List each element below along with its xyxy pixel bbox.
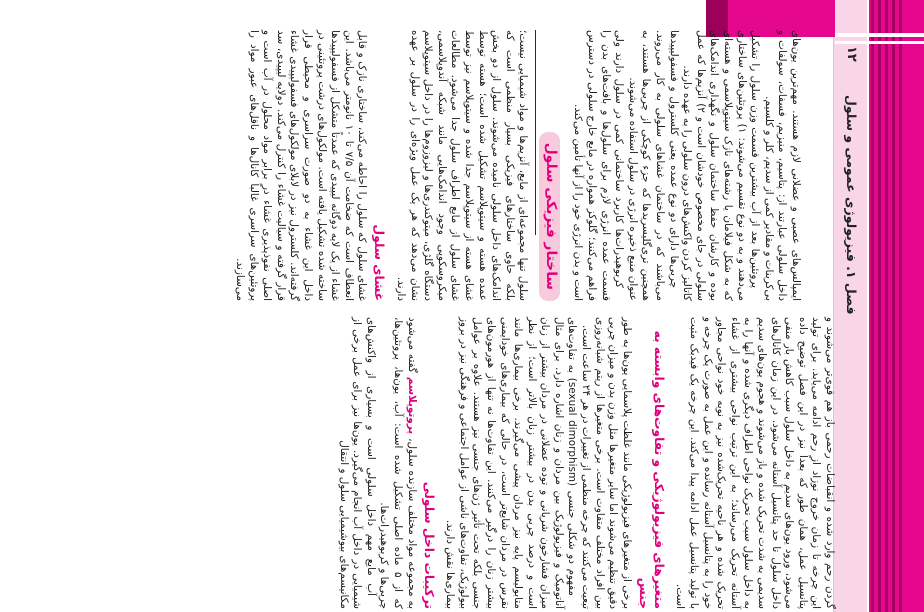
paragraph (443, 317, 579, 609)
section-heading: متغیرهای فیزیولوژیکی و تفاوت‌های وابسته به جنس (636, 330, 666, 609)
text-run: به مجموعه مواد مختلف سازنده سلول، (405, 434, 418, 609)
paragraph (571, 30, 625, 301)
paragraph (761, 30, 802, 301)
paragraph (680, 30, 762, 301)
term-accent: پروتوپلاسم (405, 376, 418, 435)
boxed-heading: ساختار فیزیکی سلول (539, 132, 560, 301)
text-column-left (26, 30, 802, 301)
running-header (833, 0, 868, 612)
text-run: کربوهیدرات‌ها کاربرد ساختمانی کمی در سلول دارند ولی قسمت عمده انرژی لازم برای سلول‌ها و بافت‌های بدن را فراهم می‌کنند؛ گلوکز همواره در مایع خارج سلولی در دسترس است و بدن انرژی خود را از آنها تأمین می‌کند. (572, 30, 626, 301)
text-run: گفته می‌شود که از ۵ ماده اصلی تشکیل شده است: آب، یون‌ها، پروتئین‌ها، چربی‌ها و کربوهیدرات‌ها. (378, 317, 418, 610)
paragraph (377, 317, 418, 609)
text-run: ایمپالس‌های عصبی و عضلانی لازم هستند. مهم‌ترین یون‌های داخل سلولی عبارتند از: پتاسیم، منیزیم، فسفات، سولفات و بی‌کربنات و مقادیر کمی از سدیم، کلر و کلسیم. (762, 30, 802, 301)
text-run: گردن رحم وارد شده و انقباضات رحمی باز هم قوی‌تر می‌شوند و این چرخه تا زمان خروج نوزاد از رحم ادامه می‌یابد. برای تولید پتانسیل عمل، همان طور که بعداً نیز در این فصل توضیح داده می‌شود، ورود یون‌های سدیم به داخل سلول سبب کاهش بار منفی داخل سلول تا حد پتانسیل آستانه می‌شود. در این زمان کانال‌های سدیمی به شدت تحریک شده و باز می‌شوند و هجوم یون‌های سدیم به داخل سلول سبب تحریک نواحی اطراف دیگری شده و آنها را به آستانه تحریک می‌رساند؛ به این ترتیب نواحی بیشتری از غشاء تحریک شده و هر ناحیه تحریک‌شده نیز به نوبه خود نواحی مجاور خود را به پتانسیل آستانه رسانده و این عمل به صورت یک چرخه و با تولید پتانسیل عمل ادامه پیدا می‌کند. این چرخه یک فیدبک مثبت است. (674, 317, 836, 609)
paragraph (625, 30, 679, 301)
text-run: چربی‌ها دارای دو نوع عمده یعنی کلسترول و فسفولیپیدها می‌باشند که در ساختمان غشاهای سلولی به کار می‌روند. همچنین تری‌گلیسریدها که جزء کوچکی از چربی‌ها هستند، به عنوان منبع ذخیره انرژی در سلول استفاده می‌شوند. (626, 30, 680, 301)
boxed-heading-wrap (539, 30, 560, 301)
text-run: مفهوم دو شکلی جنسی (566, 486, 579, 596)
decor-pinstripe (872, 0, 875, 612)
decor-pinstripe (886, 0, 889, 612)
white-rule-vertical (835, 41, 924, 45)
page-number: ۱۲ (844, 46, 859, 62)
paragraph (232, 30, 368, 301)
text-run: پروتئین‌ها بعد از آب بیشترین قسمت وزن سلول را تشکیل می‌دهند و به دو نوع تقسیم می‌شوند: ۱) پروتئین‌های ساختاری که به شکل فیلامان یا رشته‌های نازک سیتوپلاسمی و هسته‌ای بوده و کارشان حفظ ساختمان سلول و نگهداری اندامک‌های سلولی در جای مخصوص خودشان است و ۲) آنزیم‌ها که عمل کاتالیز کردن واکنش‌های درون سلولی را به عهده دارند. (681, 30, 762, 301)
text-column-right (96, 317, 836, 609)
text-run: (sexual dimorphism) (566, 377, 579, 487)
heading-rule (535, 30, 536, 235)
text-run: برخی از متغیرهای فیزیولوژیکی مانند غلظت پلاسمایی یون‌ها به طور دقیق تنظیم می‌شوند اما سایر متغیرها مثل وزن بدن و میزان چربی بین افراد مختلف متفاوت است. برخی متغیرها از ریتم شبانه‌روزی تبعیت می‌کنند که چرخه منظمی از تغییرات در هر ۲۴ ساعت است. (580, 317, 633, 609)
paragraph (579, 317, 633, 609)
chapter-title: فصل ۱. فیزیولوژی عمومی و سلول (844, 95, 859, 315)
white-rule-vertical (835, 33, 924, 37)
section-heading: ترکیبات داخل سلولی (421, 481, 436, 609)
text-run: به تفاوت‌های آناتومیک و فیزیولوژیک بین مردان و زنان اشاره دارد. برای مثال میزان فشارخون شریانی و توده عضلانی در مردان بیشتر از زنان است و درصد چربی بدن در بیشتر زنان بالاتر است؛ از نظر متابولیسم پایه نیز مردان پیشی می‌گیرند. برخی بیماری‌ها مانند نقرس در مردان شایع‌تر است، در حالی که بیماری‌های خودایمنی بیشتر زنان را درگیر می‌کنند. این تفاوت‌ها نه تنها از هورمون‌های جنسی بلکه تحت تأثیر ژن‌های جنسی نیز هستند. علاوه بر عوامل بیولوژیک، تفاوت‌های ناشی از عوامل اجتماعی و فرهنگی نیز در بروز بیماری‌ها نقش دارند. (444, 317, 579, 609)
text-run: آب مایع مهم داخل سلولی است و بسیاری از واکنش‌های شیمیایی در داخل آب انجام می‌گیرد. یون‌ها نیز برای عمل برخی از مکانیسم‌های بیوشیمیایی سلول و انتقال (337, 317, 377, 609)
paragraph (673, 317, 836, 609)
decor-pinstripe (879, 0, 882, 612)
text-run: غشای سلول که سلول را احاطه می‌کند، ساختاری نازک و قابل انعطاف است که ضخامت آن ۷/۵ تا ۱۰ نانومتر می‌باشد. این غشاء از یک لایه دوگانه لیپیدی که عمدتاً متشکل از فسفولیپیدها ساخته شده تشکیل یافته است. مولکول‌های درشت پروتئینی در داخل این غشاء به دو صورت سراسری و محیطی قرار گرفته‌اند. کلسترول نیز در لابلای مولکول‌های فسفولیپیدی غشاء قرار گرفته و سیالیت غشاء را کنترل می‌کند. دولایه لیپیدی، سد اصلی نفوذپذیری غشاء در برابر مواد محلول در آب است و پروتئین‌های سراسری غالباً کانال‌ها و ناقل‌های عبور مواد را می‌سازند. (234, 30, 369, 301)
paragraph (336, 317, 377, 609)
decor-pinstripe (893, 0, 896, 612)
section-heading: غشای سلول (372, 224, 387, 301)
top-decor-band (869, 0, 924, 612)
decor-pinstripe (900, 0, 903, 612)
text-run: سلول تنها مجموعه‌ای از مایع، آنزیم‌ها و مواد شیمیایی نیست؛ بلکه حاوی ساختارهای فیزیکی بسیار منظمی است که اندامک‌های داخل سلولی نامیده می‌شوند. سلول از دو بخش عمده هسته و سیتوپلاسم تشکیل شده است؛ هسته توسط غشای هسته از سیتوپلاسم جدا شده و سیتوپلاسم نیز توسط غشای سلول از مایع اطراف سلول جدا می‌شود. مطالعات میکروسکوپی وجود اندامک‌هایی مانند شبکه آندوپلاسمی، دستگاه گلژی، میتوکندری‌ها و لیزوزوم‌ها را در داخل سیتوپلاسم نشان می‌دهد که هر یک عمل ویژه‌ای را در سلول بر عهده دارند. (394, 30, 530, 301)
paragraph (393, 30, 529, 301)
